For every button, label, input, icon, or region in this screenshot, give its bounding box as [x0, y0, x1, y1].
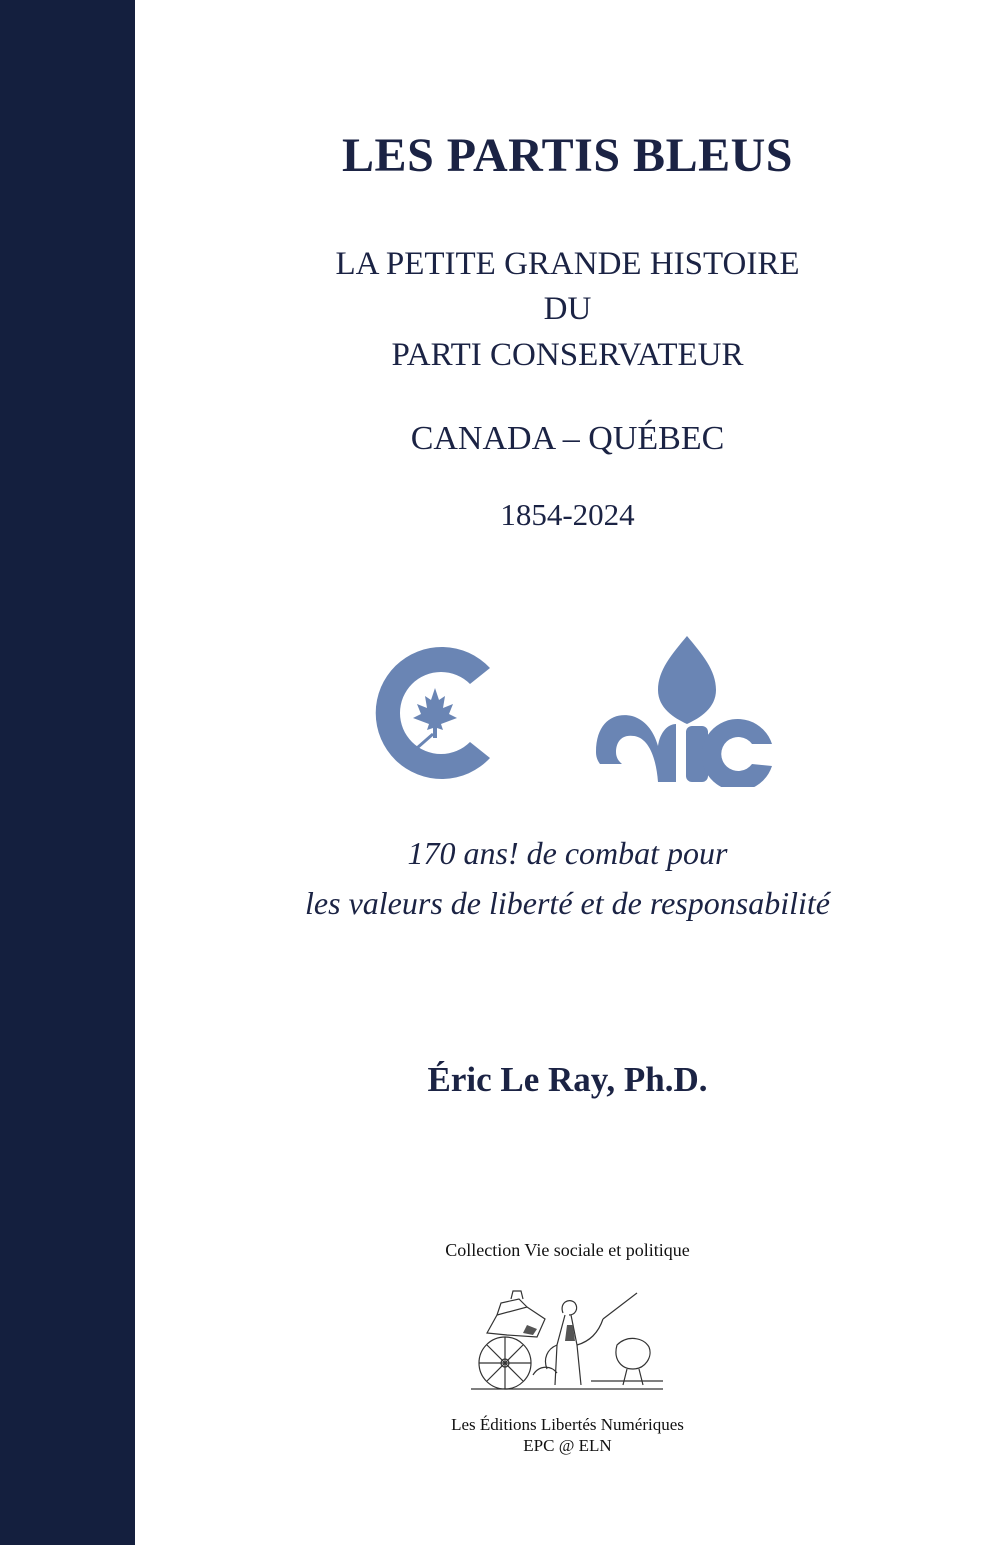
publisher-name: Les Éditions Libertés Numériques	[451, 1415, 684, 1434]
book-title: LES PARTIS BLEUS	[342, 129, 793, 182]
region-label: CANADA – QUÉBEC	[410, 420, 725, 457]
tagline-line-2: les valeurs de liberté et de responsabilité	[305, 885, 830, 921]
engraving-vignette	[467, 1285, 667, 1395]
cover-content	[135, 0, 1000, 1545]
subtitle-line-2: DU	[543, 291, 592, 327]
tagline-line-1: 170 ans! de combat pour	[407, 835, 728, 871]
subtitle-line-1: LA PETITE GRANDE HISTOIRE	[335, 246, 800, 282]
author-name: Éric Le Ray, Ph.D.	[427, 1060, 708, 1099]
subtitle-line-3: PARTI CONSERVATEUR	[391, 337, 744, 373]
collection-label: Collection Vie sociale et politique	[445, 1240, 690, 1260]
conservative-canada-logo	[367, 638, 497, 788]
publisher-imprint: EPC @ ELN	[523, 1436, 612, 1455]
cover-spine	[0, 0, 135, 1545]
years-label: 1854-2024	[500, 497, 635, 532]
conservative-quebec-logo	[590, 632, 775, 787]
